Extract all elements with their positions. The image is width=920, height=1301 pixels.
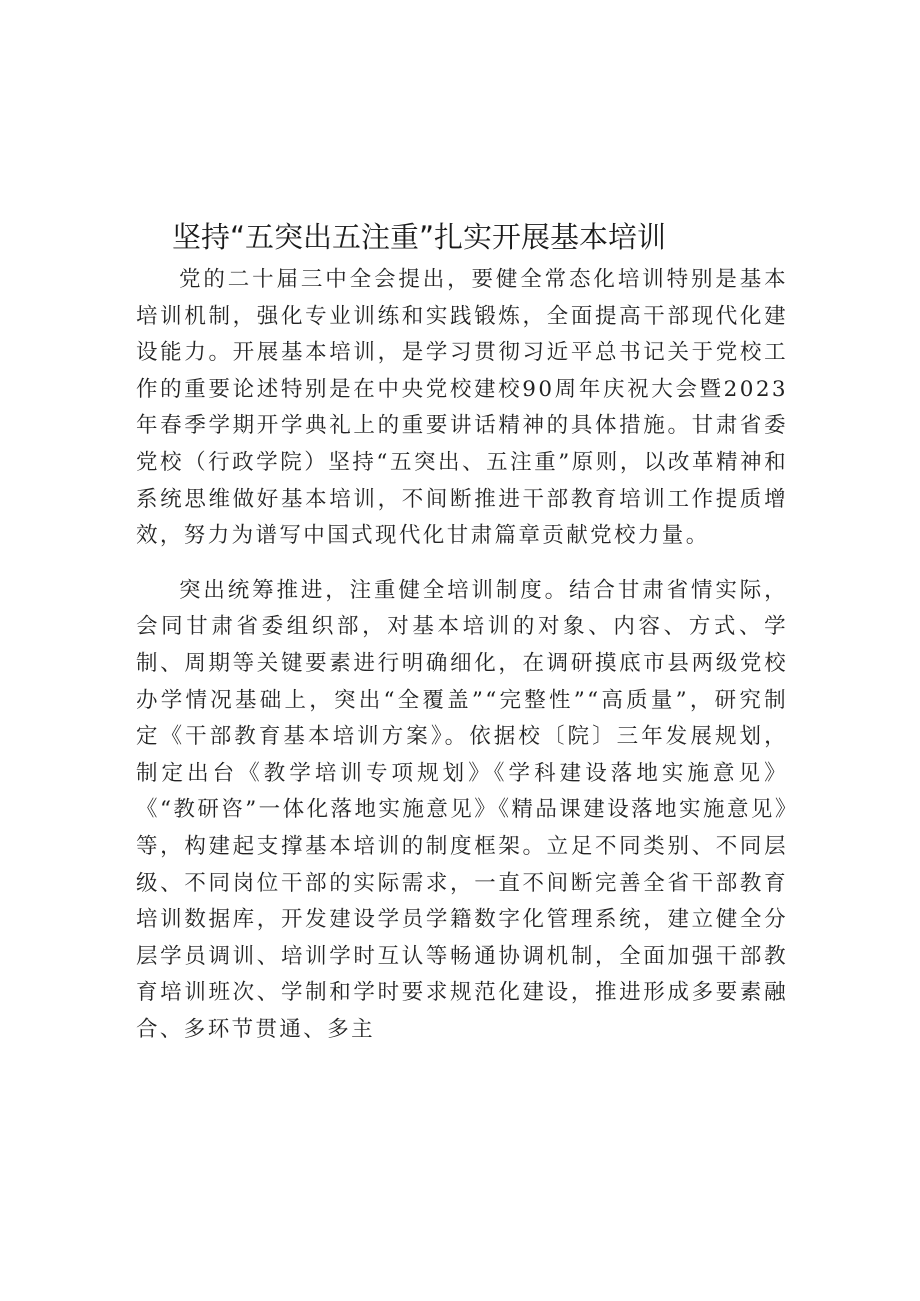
- paragraph-intro: 党的二十届三中全会提出，要健全常态化培训特别是基本培训机制，强化专业训练和实践锻炼，全面提高干部现代化建设能力。开展基本培训，是学习贯彻习近平总书记关于党校工作的重要论述特别是在中央党校建校90周年庆祝大会暨2023年春季学期开学典礼上的重要讲话精神的具体措施。甘肃省委党校（行政学院）坚持“五突出、五注重”原则，以改革精神和系统思维做好基本培训，不间断推进干部教育培训工作提质增效，努力为谱写中国式现代化甘肃篇章贡献党校力量。: [136, 267, 788, 549]
- document-body: [136, 262, 788, 1048]
- document-title: 坚持“五突出五注重”扎实开展基本培训: [172, 220, 667, 254]
- paragraph-coordination: 突出统筹推进，注重健全培训制度。结合甘肃省情实际，会同甘肃省委组织部，对基本培训的对象、内容、方式、学制、周期等关键要素进行明确细化，在调研摸底市县两级党校办学情况基础上，突出“全覆盖”“完整性”“高质量”，研究制定《干部教育基本培训方案》。依据校〔院〕三年发展规划，制定出台《教学培训专项规划》《学科建设落地实施意见》《“教研咨”一体化落地实施意见》《精品课建设落地实施意见》等，构建起支撑基本培训的制度框架。立足不同类别、不同层级、不同岗位干部的实际需求，一直不间断完善全省干部教育培训数据库，开发建设学员学籍数字化管理系统，建立健全分层学员调训、培训学时互认等畅通协调机制，全面加强干部教育培训班次、学制和学时要求规范化建设，推进形成多要素融合、多环节贯通、多主: [136, 577, 788, 1042]
